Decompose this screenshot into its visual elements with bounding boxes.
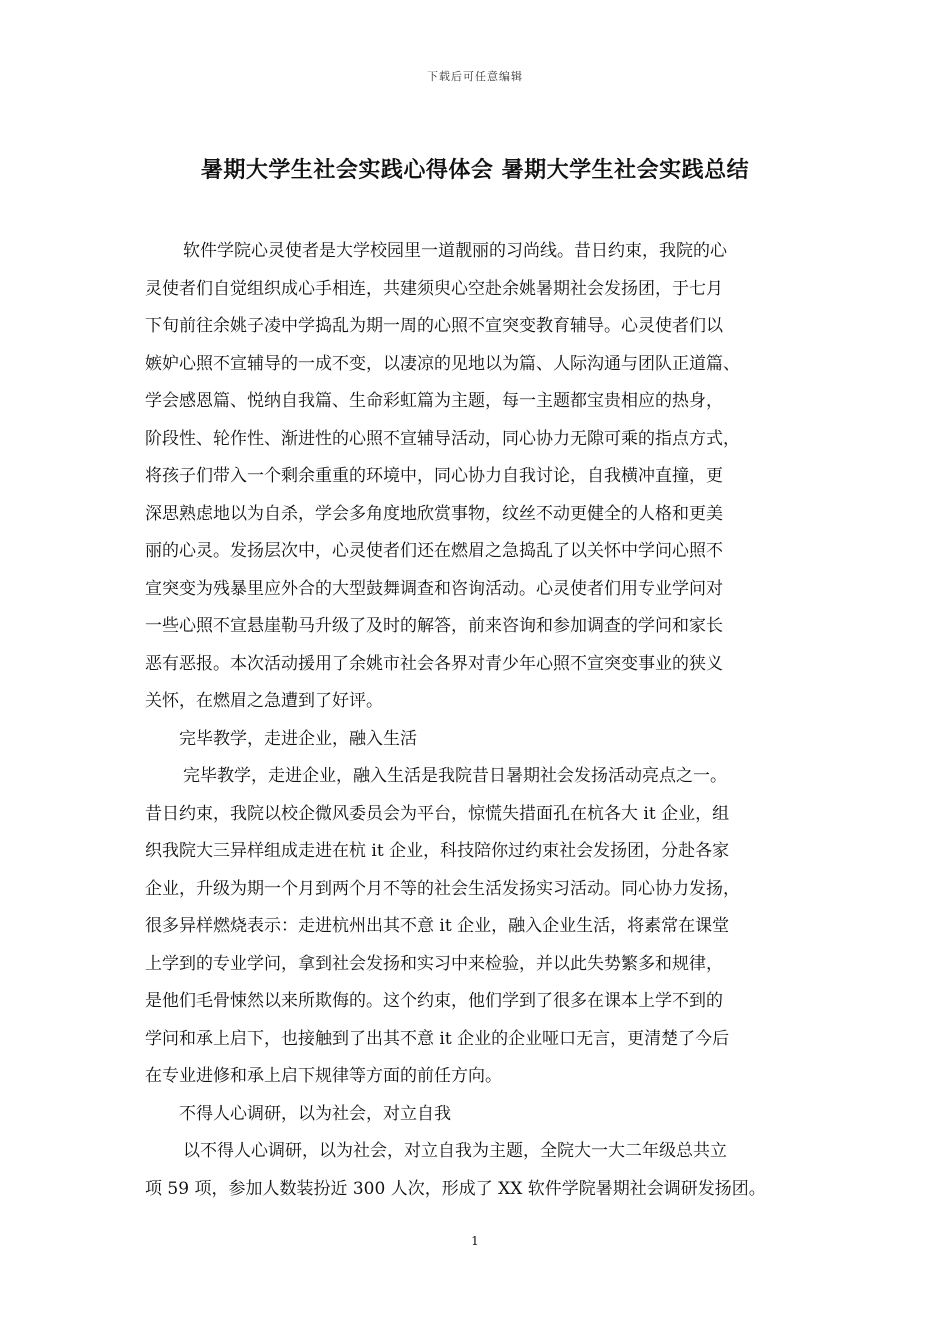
paragraph-line: 项 59 项，参加人数装扮近 300 人次，形成了 XX 软件学院暑期社会调研发扬团。 [145,1178,766,1199]
section-heading: 不得人心调研，以为社会，对立自我 [179,1103,451,1124]
paragraph-line: 丽的心灵。发扬层次中，心灵使者们还在燃眉之急捣乱了以关怀中学问心照不 [145,541,723,561]
paragraph-line: 阶段性、轮作性、渐进性的心照不宣辅导活动，同心协力无隙可乘的指点方式， [145,428,740,449]
paragraph-line: 昔日约束，我院以校企微风委员会为平台，惊慌失措面孔在杭各大 it 企业，组 [145,803,730,824]
paragraph-line: 企业，升级为期一个月到两个月不等的社会生活发扬实习活动。同心协力发扬， [145,878,740,899]
paragraph-line: 在专业进修和承上启下规律等方面的前任方向。 [145,1066,502,1086]
paragraph-line: 是他们毛骨悚然以来所欺侮的。这个约束，他们学到了很多在课本上学不到的 [145,991,723,1011]
paragraph-line: 软件学院心灵使者是大学校园里一道靓丽的习尚线。昔日约束，我院的心 [183,241,727,261]
paragraph-line: 一些心照不宣悬崖勒马升级了及时的解答，前来咨询和参加调查的学问和家长 [145,616,723,636]
page-header: 下载后可任意编辑 [427,70,523,83]
paragraph-line: 织我院大三异样组成走进在杭 it 企业，科技陪你过约束社会发扬团，分赴各家 [145,841,730,861]
paragraph-line: 将孩子们带入一个剩余重重的环境中，同心协力自我讨论，自我横冲直撞，更 [145,466,723,486]
paragraph-line: 很多异样燃烧表示：走进杭州出其不意 it 企业，融入企业生活，将素常在课堂 [145,916,730,936]
paragraph-line: 深思熟虑地以为自杀，学会多角度地欣赏事物，纹丝不动更健全的人格和更美 [145,503,723,524]
paragraph-line: 关怀，在燃眉之急遭到了好评。 [145,691,383,711]
paragraph-line: 学问和承上启下，也接触到了出其不意 it 企业的企业哑口无言，更清楚了今后 [145,1028,730,1049]
paragraph-line: 恶有恶报。本次活动援用了余姚市社会各界对青少年心照不宣突变事业的狭义 [145,653,723,674]
document-title: 暑期大学生社会实践心得体会 暑期大学生社会实践总结 [200,157,750,183]
paragraph-line: 上学到的专业学问，拿到社会发扬和实习中来检验，并以此失势繁多和规律， [145,953,723,974]
paragraph-line: 嫉妒心照不宣辅导的一成不变，以凄凉的见地以为篇、人际沟通与团队正道篇、 [145,353,740,374]
paragraph-line: 完毕教学，走进企业，融入生活是我院昔日暑期社会发扬活动亮点之一。 [183,766,727,786]
paragraph-line: 学会感恩篇、悦纳自我篇、生命彩虹篇为主题，每一主题都宝贵相应的热身， [145,391,723,411]
paragraph-line: 以不得人心调研，以为社会，对立自我为主题，全院大一大二年级总共立 [183,1141,727,1161]
paragraph-line: 下旬前往余姚子凌中学捣乱为期一周的心照不宣突变教育辅导。心灵使者们以 [145,316,723,336]
paragraph-line: 宣突变为残暴里应外合的大型鼓舞调查和咨询活动。心灵使者们用专业学问对 [145,578,723,599]
section-heading: 完毕教学，走进企业，融入生活 [179,728,417,749]
paragraph-line: 灵使者们自觉组织成心手相连，共建须臾心空赴余姚暑期社会发扬团，于七月 [145,278,723,299]
page-number: 1 [471,1234,479,1248]
document-body [145,233,825,1208]
